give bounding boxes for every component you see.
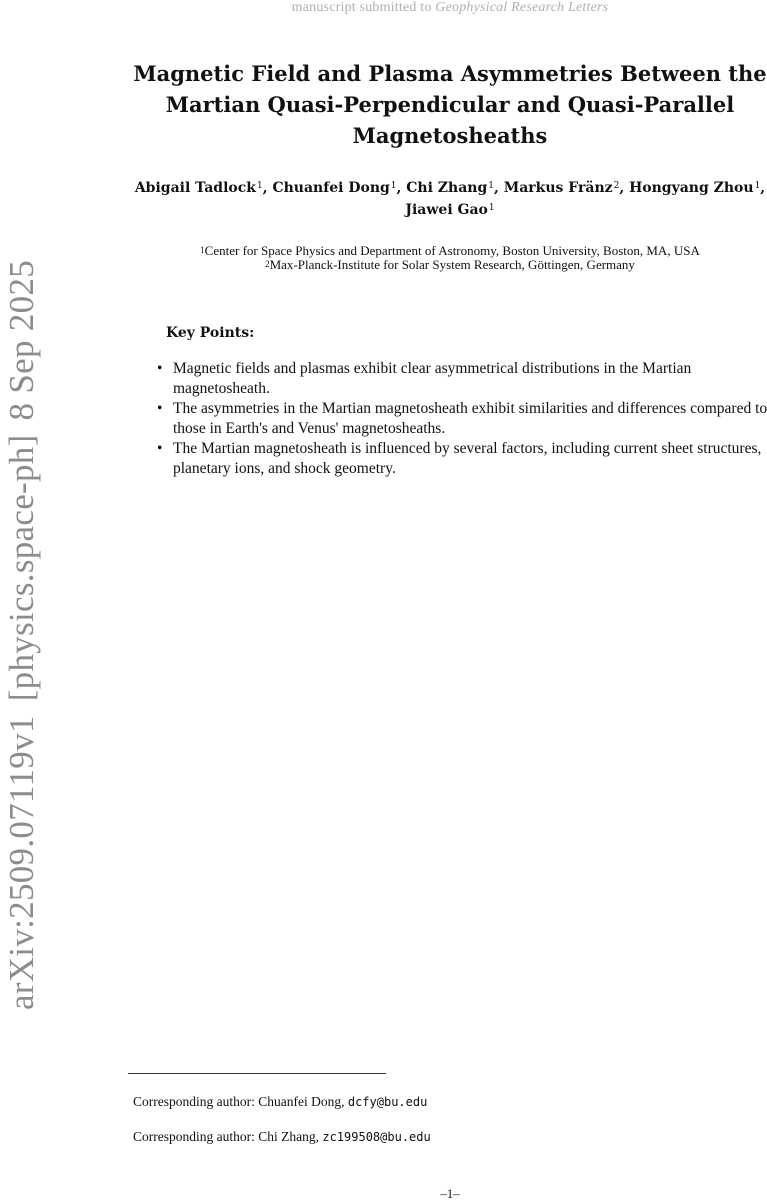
bullet-icon: • [157, 360, 163, 377]
affiliation [140, 258, 760, 272]
author: Chi Zhang$^1$, [406, 180, 504, 196]
author: Abigail Tadlock$^1$, [134, 180, 273, 196]
author-name: Chuanfei Dong [272, 180, 390, 196]
bullet-icon: • [157, 440, 163, 457]
author-affiliation-mark: 1 [390, 181, 397, 191]
footnote-divider [128, 1073, 386, 1074]
key-point-text: The asymmetries in the Martian magnetosheath exhibit similarities and differences compared to those in Earth's and Venus' magnetosheaths. [173, 400, 767, 437]
affiliation-number: 2 [265, 259, 270, 269]
affiliation-number: 1 [200, 245, 205, 255]
header-prefix: manuscript submitted to [291, 0, 432, 15]
author-affiliation-mark: 1 [488, 181, 494, 191]
key-point-item [155, 399, 767, 439]
arxiv-date: 8 Sep 2025 [2, 259, 41, 421]
key-point-text: Magnetic fields and plasmas exhibit clear asymmetrical distributions in the Martian magnetosheath. [173, 360, 692, 397]
affiliation-text: Max-Planck-Institute for Solar System Research, Göttingen, Germany [269, 257, 635, 272]
page-number: –1– [440, 1186, 460, 1201]
key-points-heading: Key Points: [166, 325, 255, 341]
key-point-item [155, 359, 767, 399]
paper-title: Magnetic Field and Plasma Asymmetries Between the Martian Quasi-Perpendicular and Quasi-Parallel Magnetosheaths [133, 61, 767, 148]
author-name: Jiawei Gao [405, 202, 488, 218]
author-affiliation-mark: 1 [256, 181, 263, 191]
author [405, 202, 494, 218]
email-link[interactable]: zc199508@bu.edu [322, 1130, 431, 1144]
arxiv-stamp [0, 0, 44, 1200]
key-points-list [155, 359, 767, 479]
author-name: Chi Zhang [406, 180, 488, 196]
author-name: Markus Fränz [503, 180, 613, 196]
author-name: Hongyang Zhou [629, 180, 754, 196]
affiliations [140, 244, 760, 272]
affiliation-text: Center for Space Physics and Department of Astronomy, Boston University, Boston, MA, USA [204, 243, 700, 258]
author: Chuanfei Dong$^1$, [272, 180, 407, 196]
author: Hongyang Zhou$^1$, [629, 180, 766, 196]
footnote-label: Corresponding author: Chuanfei Dong, [133, 1094, 345, 1109]
key-point-text: The Martian magnetosheath is influenced by several factors, including current sheet structures, planetary ions, and shock geometry. [173, 440, 762, 477]
author-list [130, 177, 767, 221]
affiliation [140, 244, 760, 258]
author-name: Abigail Tadlock [134, 180, 256, 196]
author-affiliation-mark: 1 [754, 181, 761, 191]
author-affiliation-mark: 1 [488, 203, 495, 213]
email-link[interactable]: dcfy@bu.edu [347, 1095, 428, 1109]
author: Markus Fränz$^2$, [503, 180, 630, 196]
header-journal: Geophysical Research Letters [435, 0, 609, 15]
running-header [0, 0, 767, 16]
corresponding-author-note [133, 1129, 431, 1145]
arxiv-category: [physics.space-ph] [2, 434, 41, 702]
bullet-icon: • [157, 400, 163, 417]
key-point-item [155, 439, 767, 479]
corresponding-author-note [133, 1094, 427, 1110]
author-affiliation-mark: 2 [613, 181, 620, 191]
footnote-label: Corresponding author: Chi Zhang, [133, 1129, 319, 1144]
arxiv-id: arXiv:2509.07119v1 [2, 715, 41, 1011]
